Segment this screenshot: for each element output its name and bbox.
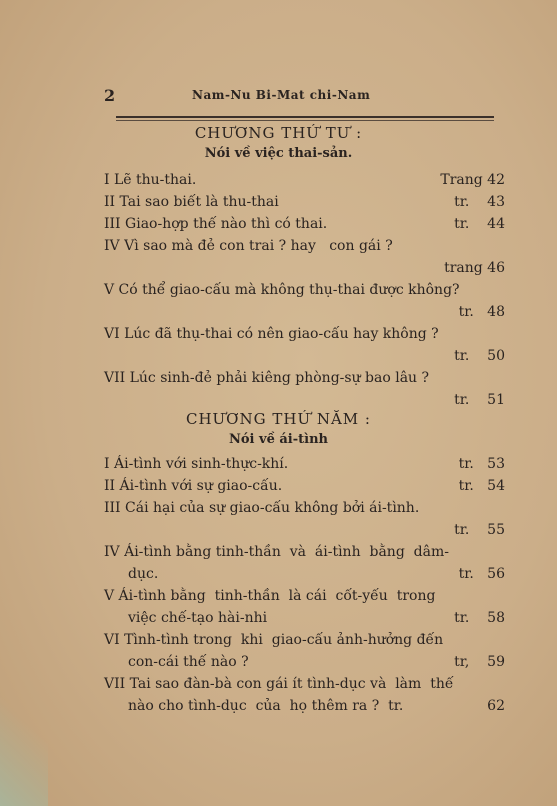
toc-page: tr. 43 <box>454 194 505 210</box>
toc-entry-continuation: con-cái thế nào ? <box>128 654 249 670</box>
toc-entry: II Tai sao biết là thu-thai <box>104 194 279 210</box>
toc-entry: IV Vì sao mà đẻ con trai ? hay con gái ? <box>104 238 393 254</box>
chapter-5-heading <box>0 410 557 447</box>
toc-entry: I Lẽ thu-thai. <box>104 172 197 188</box>
running-title: Nam-Nu Bi-Mat chi-Nam <box>192 88 371 102</box>
page-number: 2 <box>104 86 116 105</box>
toc-entry: IV Ái-tình bằng tinh-thần và ái-tình bằng dâm- <box>104 544 449 560</box>
toc-entry: VI Lúc đã thụ-thai có nên giao-cấu hay không ? <box>104 326 439 342</box>
toc-entry-continuation: việc chế-tạo hài-nhi <box>128 610 268 626</box>
toc-entry: VI Tình-tình trong khi giao-cấu ảnh-hưởng đến <box>104 632 444 648</box>
toc-entry: V Có thể giao-cấu mà không thụ-thai được không? <box>104 282 460 298</box>
toc-entry: VII Tai sao đàn-bà con gái ít tình-dục và làm thế <box>104 676 454 692</box>
toc-page: tr. 56 <box>458 566 505 582</box>
chapter-title: CHƯƠNG THỨ TƯ : <box>194 124 363 142</box>
toc-entry: III Giao-hợp thế nào thì có thai. <box>104 216 328 232</box>
chapter-subtitle: Nói về việc thai-sản. <box>204 146 353 161</box>
toc-entry: II Ái-tình với sự giao-cấu. <box>104 478 283 494</box>
toc-page: tr. 58 <box>454 610 505 626</box>
toc-entry: VII Lúc sinh-đẻ phải kiêng phòng-sự bao lâu ? <box>104 370 430 386</box>
toc-page: tr. 54 <box>458 478 505 494</box>
toc-page: tr. 55 <box>454 522 505 538</box>
toc-page: tr. 50 <box>454 348 505 364</box>
toc-page: tr. 53 <box>458 456 505 472</box>
chapter-subtitle: Nói về ái-tình <box>229 432 328 447</box>
toc-entry: I Ái-tình với sinh-thực-khí. <box>104 456 289 472</box>
page-header <box>104 86 504 106</box>
toc-page: tr, 59 <box>454 654 505 670</box>
toc-entry-continuation: nào cho tình-dục của họ thêm ra ? tr. <box>128 698 404 714</box>
toc-page: Trang 42 <box>440 172 505 188</box>
chapter-4-heading <box>0 124 557 161</box>
toc-entry-continuation: dục. <box>128 566 159 582</box>
toc-page: 62 <box>487 698 505 714</box>
toc-page: tr. 44 <box>454 216 505 232</box>
toc-page: tr. 51 <box>454 392 505 408</box>
toc-page: trang 46 <box>444 260 505 276</box>
header-rule <box>116 116 494 118</box>
toc-page: tr. 48 <box>458 304 505 320</box>
chapter-title: CHƯƠNG THỨ NĂM : <box>185 410 371 428</box>
toc-entry: III Cái hại của sự giao-cấu không bởi ái-tình. <box>104 500 420 516</box>
header-rule-thin <box>116 120 494 121</box>
toc-entry: V Ái-tình bằng tinh-thần là cái cốt-yếu trong <box>104 588 436 604</box>
paper-stain <box>0 696 48 806</box>
